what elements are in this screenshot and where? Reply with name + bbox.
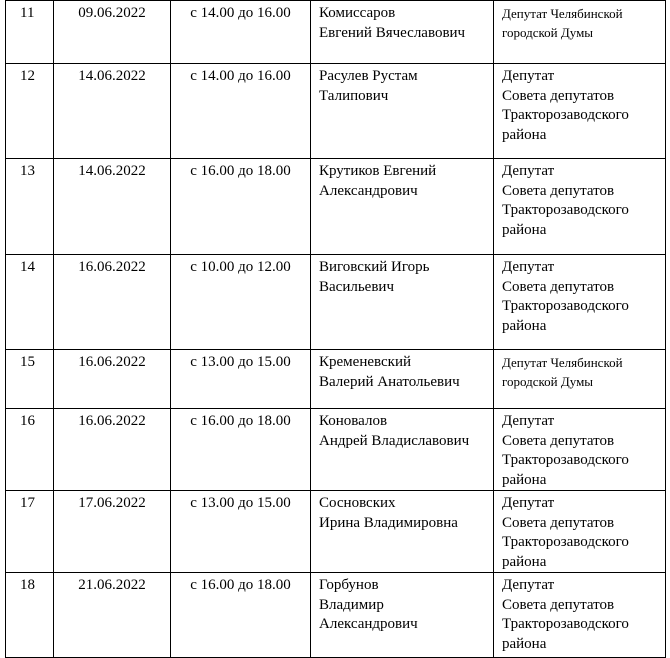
reception-time: с 16.00 до 18.00 [171,159,311,255]
row-number: 13 [6,159,54,255]
row-number: 18 [6,573,54,658]
deputy-name: Расулев Рустам Талипович [311,64,494,159]
row-number: 12 [6,64,54,159]
deputy-position: Депутат Совета депутатов Тракторозаводского района [494,573,666,658]
table-row [6,1,666,64]
row-number: 15 [6,350,54,409]
reception-date: 17.06.2022 [54,491,171,573]
deputy-position: Депутат Челябинской городской Думы [494,350,666,409]
table-row [6,409,666,491]
reception-schedule-table [5,0,666,658]
reception-date: 16.06.2022 [54,255,171,350]
deputy-position: Депутат Совета депутатов Тракторозаводского района [494,491,666,573]
reception-date: 09.06.2022 [54,1,171,64]
table-row [6,255,666,350]
deputy-name: Горбунов Владимир Александрович [311,573,494,658]
deputy-position: Депутат Совета депутатов Тракторозаводского района [494,255,666,350]
deputy-name: Сосновских Ирина Владимировна [311,491,494,573]
row-number: 16 [6,409,54,491]
reception-time: с 16.00 до 18.00 [171,573,311,658]
table-row [6,491,666,573]
reception-date: 16.06.2022 [54,409,171,491]
deputy-position: Депутат Челябинской городской Думы [494,1,666,64]
table-row [6,64,666,159]
reception-time: с 16.00 до 18.00 [171,409,311,491]
deputy-position: Депутат Совета депутатов Тракторозаводского района [494,64,666,159]
deputy-name: Кременевский Валерий Анатольевич [311,350,494,409]
reception-time: с 10.00 до 12.00 [171,255,311,350]
reception-time: с 14.00 до 16.00 [171,64,311,159]
table-row [6,350,666,409]
reception-time: с 13.00 до 15.00 [171,350,311,409]
deputy-name: Комиссаров Евгений Вячеславович [311,1,494,64]
table-row [6,159,666,255]
schedule-body [6,1,666,658]
row-number: 11 [6,1,54,64]
row-number: 14 [6,255,54,350]
reception-date: 16.06.2022 [54,350,171,409]
table-row [6,573,666,658]
deputy-name: Виговский Игорь Васильевич [311,255,494,350]
reception-time: с 14.00 до 16.00 [171,1,311,64]
deputy-position: Депутат Совета депутатов Тракторозаводского района [494,159,666,255]
deputy-position: Депутат Совета депутатов Тракторозаводского района [494,409,666,491]
deputy-name: Крутиков Евгений Александрович [311,159,494,255]
reception-date: 14.06.2022 [54,159,171,255]
deputy-name: Коновалов Андрей Владиславович [311,409,494,491]
reception-date: 21.06.2022 [54,573,171,658]
reception-date: 14.06.2022 [54,64,171,159]
row-number: 17 [6,491,54,573]
reception-time: с 13.00 до 15.00 [171,491,311,573]
